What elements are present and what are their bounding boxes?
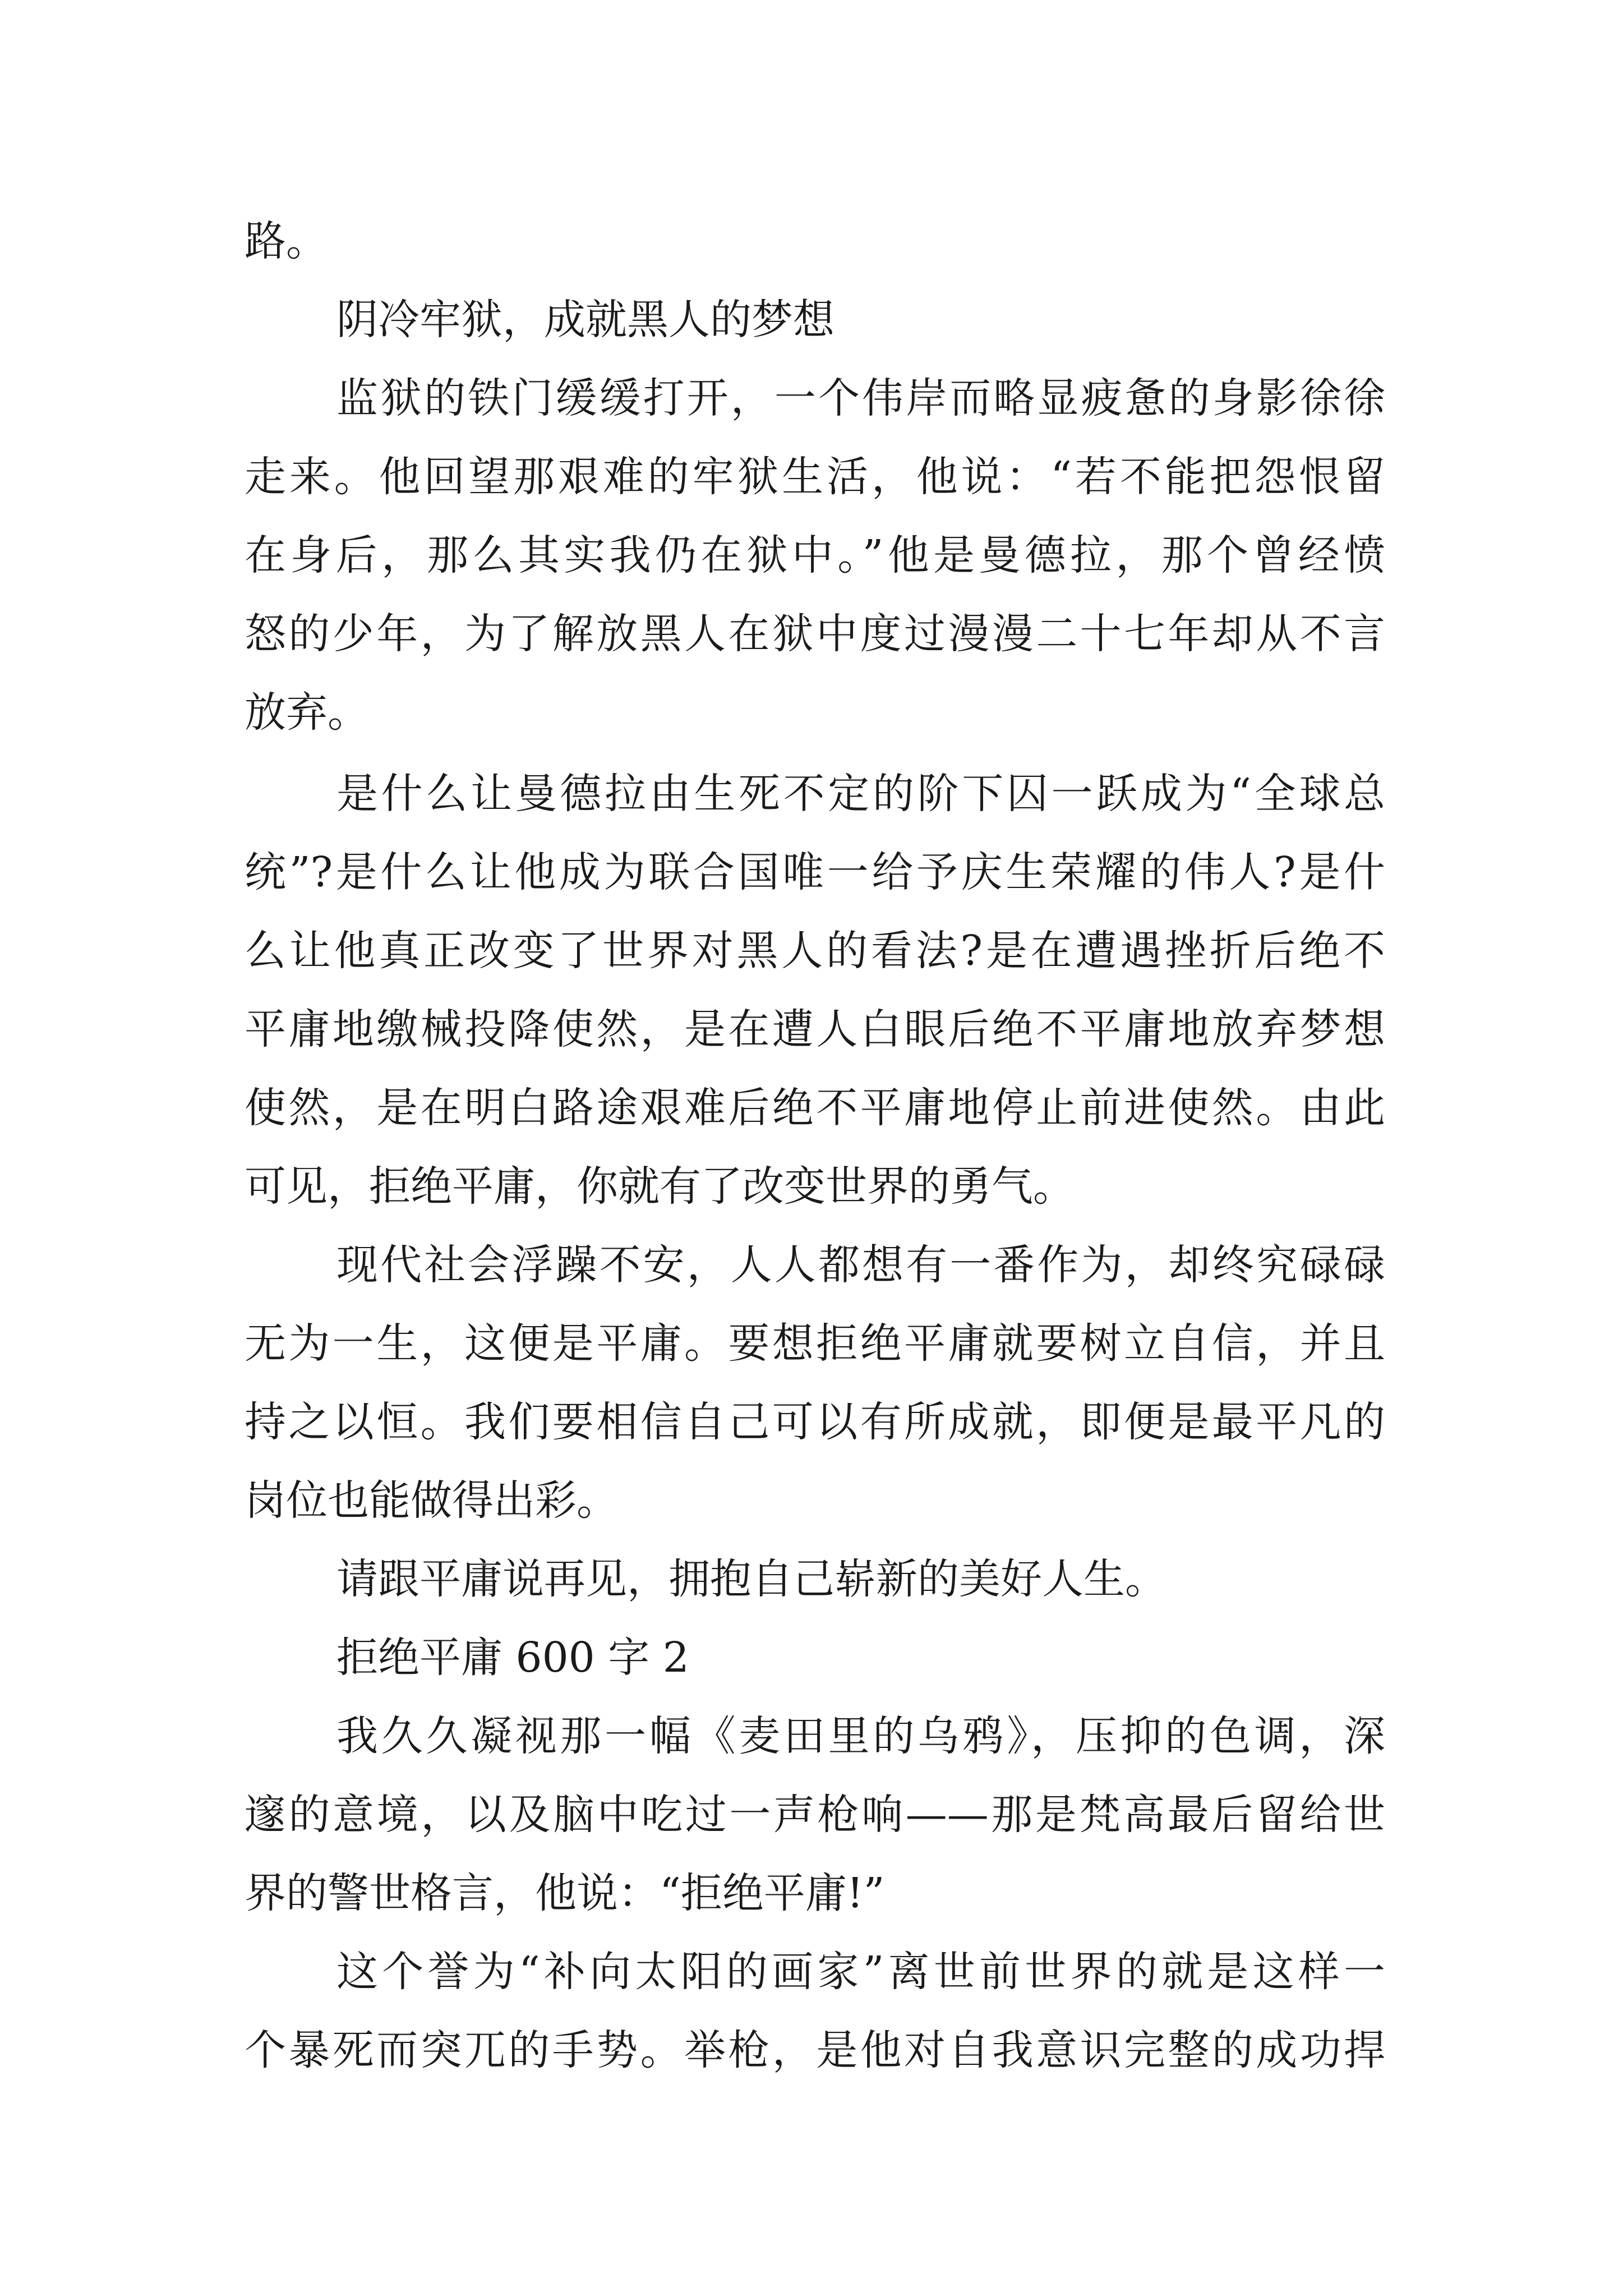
text-line: 无为一生，这便是平庸。要想拒绝平庸就要树立自信，并且 bbox=[245, 1319, 1385, 1368]
text-line: 可见，拒绝平庸，你就有了改变世界的勇气。 bbox=[245, 1162, 1075, 1211]
text-line: 统”?是什么让他成为联合国唯一给予庆生荣耀的伟人?是什 bbox=[245, 848, 1385, 896]
text-line: 这个誉为“补向太阳的画家”离世前世界的就是这样一 bbox=[336, 1948, 1385, 1996]
text-line: 么让他真正改变了世界对黑人的看法?是在遭遇挫折后绝不 bbox=[245, 927, 1385, 975]
text-line: 路。 bbox=[245, 217, 328, 265]
text-line: 持之以恒。我们要相信自己可以有所成就，即便是最平凡的 bbox=[245, 1398, 1385, 1446]
text-line: 走来。他回望那艰难的牢狱生活，他说：“若不能把怨恨留 bbox=[245, 453, 1385, 501]
text-line: 使然，是在明白路途艰难后绝不平庸地停止前进使然。由此 bbox=[245, 1084, 1385, 1132]
text-line: 界的警世格言，他说：“拒绝平庸!” bbox=[245, 1869, 885, 1917]
text-line: 怒的少年，为了解放黑人在狱中度过漫漫二十七年却从不言 bbox=[245, 610, 1385, 658]
text-line: 监狱的铁门缓缓打开，一个伟岸而略显疲惫的身影徐徐 bbox=[336, 374, 1385, 422]
section-heading: 拒绝平庸 600 字 2 bbox=[336, 1634, 689, 1682]
text-line: 是什么让曼德拉由生死不定的阶下囚一跃成为“全球总 bbox=[336, 770, 1385, 818]
text-line: 平庸地缴械投降使然，是在遭人白眼后绝不平庸地放弃梦想 bbox=[245, 1005, 1385, 1053]
text-line: 岗位也能做得出彩。 bbox=[245, 1476, 618, 1525]
text-line: 我久久凝视那一幅《麦田里的乌鸦》，压抑的色调，深 bbox=[336, 1712, 1385, 1760]
text-line: 放弃。 bbox=[245, 688, 369, 737]
text-line: 个暴死而突兀的手势。举枪，是他对自我意识完整的成功捍 bbox=[245, 2026, 1385, 2074]
text-line: 邃的意境，以及脑中吃过一声枪响——那是梵高最后留给世 bbox=[245, 1791, 1385, 1839]
section-heading: 阴冷牢狱，成就黑人的梦想 bbox=[336, 296, 834, 344]
text-line: 在身后，那么其实我仍在狱中。”他是曼德拉，那个曾经愤 bbox=[245, 531, 1385, 579]
text-line: 现代社会浮躁不安，人人都想有一番作为，却终究碌碌 bbox=[336, 1241, 1385, 1289]
text-line: 请跟平庸说再见，拥抱自己崭新的美好人生。 bbox=[336, 1555, 1166, 1603]
